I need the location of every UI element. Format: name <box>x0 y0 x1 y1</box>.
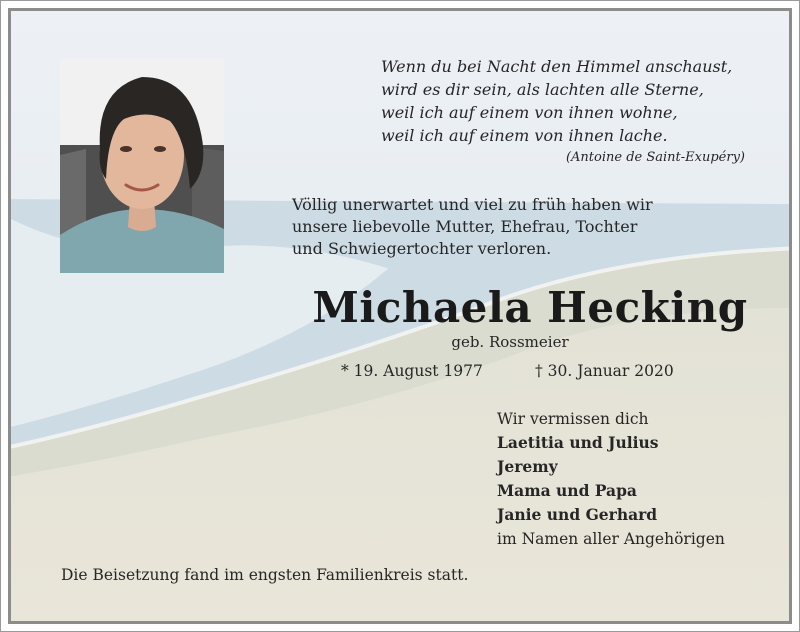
quote-source: (Antoine de Saint-Exupéry) <box>565 150 745 165</box>
portrait-photo <box>60 59 224 273</box>
quote-line: Wenn du bei Nacht den Himmel anschaust, <box>381 57 733 76</box>
death-date: † 30. Januar 2020 <box>535 362 674 380</box>
mourner-name: Laetitia und Julius <box>497 433 659 452</box>
deceased-name: Michaela Hecking <box>312 283 748 332</box>
intro-line: Völlig unerwartet und viel zu früh haben wir <box>292 195 653 214</box>
portrait-illustration <box>60 59 224 273</box>
mourner-name: Janie und Gerhard <box>497 505 658 524</box>
quote-line: weil ich auf einem von ihnen lache. <box>381 126 668 145</box>
intro-text <box>292 194 732 260</box>
inner-frame <box>8 8 792 624</box>
mourner-name: Jeremy <box>497 457 558 476</box>
mourners-intro: Wir vermissen dich <box>497 410 649 428</box>
intro-line: und Schwiegertochter verloren. <box>292 239 552 258</box>
birth-date: * 19. August 1977 <box>341 362 483 380</box>
quote-block <box>311 55 745 169</box>
mourners-closing: im Namen aller Angehörigen <box>497 530 725 548</box>
maiden-name: geb. Rossmeier <box>451 333 569 351</box>
quote-line: wird es dir sein, als lachten alle Sterne, <box>381 80 704 99</box>
mourner-name: Mama und Papa <box>497 481 637 500</box>
quote-line: weil ich auf einem von ihnen wohne, <box>381 103 678 122</box>
life-dates <box>341 362 721 380</box>
intro-line: unsere liebevolle Mutter, Ehefrau, Tochter <box>292 217 638 236</box>
burial-note: Die Beisetzung fand im engsten Familienkreis statt. <box>61 566 469 584</box>
mourners-block <box>497 407 792 551</box>
